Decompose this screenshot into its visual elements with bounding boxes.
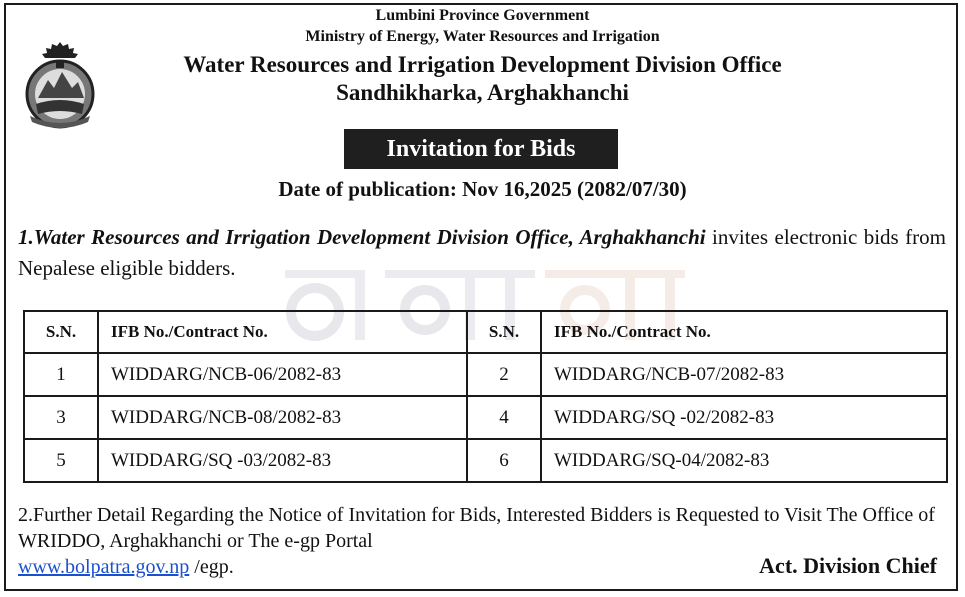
invitation-for-bids-title: Invitation for Bids [386, 135, 576, 162]
row-sn: 3 [24, 396, 98, 439]
row-sn: 2 [467, 353, 541, 396]
row-ifb-number: WIDDARG/NCB-07/2082-83 [541, 353, 947, 396]
header-sn-right: S.N. [467, 311, 541, 353]
row-ifb-number: WIDDARG/NCB-06/2082-83 [98, 353, 467, 396]
row-sn: 6 [467, 439, 541, 482]
intro-text: invites electronic bids from Nepalese eligible bidders. [18, 225, 946, 280]
signature-title: Act. Division Chief [759, 553, 937, 578]
table-row [24, 396, 947, 439]
further-detail-paragraph: 2.Further Detail Regarding the Notice of Invitation for Bids, Interested Bidders is Requested to Visit The Office of WRIDDO, Arghakhanchi or The e-gp Portal [18, 504, 935, 552]
table-row [24, 353, 947, 396]
header-ifb-right: IFB No./Contract No. [541, 311, 947, 353]
row-ifb-number: WIDDARG/SQ-04/2082-83 [541, 439, 947, 482]
bids-table [23, 310, 948, 483]
header-sn-left: S.N. [24, 311, 98, 353]
table-header-row [24, 311, 947, 353]
bolpatra-portal-link[interactable]: www.bolpatra.gov.np [18, 556, 190, 578]
ministry-label: Ministry of Energy, Water Resources and Irrigation [305, 28, 660, 45]
header-ifb-left: IFB No./Contract No. [98, 311, 467, 353]
province-government-label: Lumbini Province Government [375, 7, 590, 24]
intro-office-name: 1.Water Resources and Irrigation Development Division Office, Arghakhanchi [18, 225, 706, 249]
invitation-for-bids-banner [344, 129, 618, 169]
intro-paragraph [18, 222, 946, 284]
portal-suffix: /egp. [189, 556, 234, 578]
table-row [24, 439, 947, 482]
office-location: Sandhikharka, Arghakhanchi [336, 80, 629, 105]
row-ifb-number: WIDDARG/NCB-08/2082-83 [98, 396, 467, 439]
row-sn: 4 [467, 396, 541, 439]
office-title: Water Resources and Irrigation Development Division Office [183, 52, 782, 77]
row-ifb-number: WIDDARG/SQ -03/2082-83 [98, 439, 467, 482]
portal-line [18, 556, 234, 579]
publication-date: Date of publication: Nov 16,2025 (2082/07/30) [278, 177, 687, 201]
row-ifb-number: WIDDARG/SQ -02/2082-83 [541, 396, 947, 439]
row-sn: 5 [24, 439, 98, 482]
row-sn: 1 [24, 353, 98, 396]
